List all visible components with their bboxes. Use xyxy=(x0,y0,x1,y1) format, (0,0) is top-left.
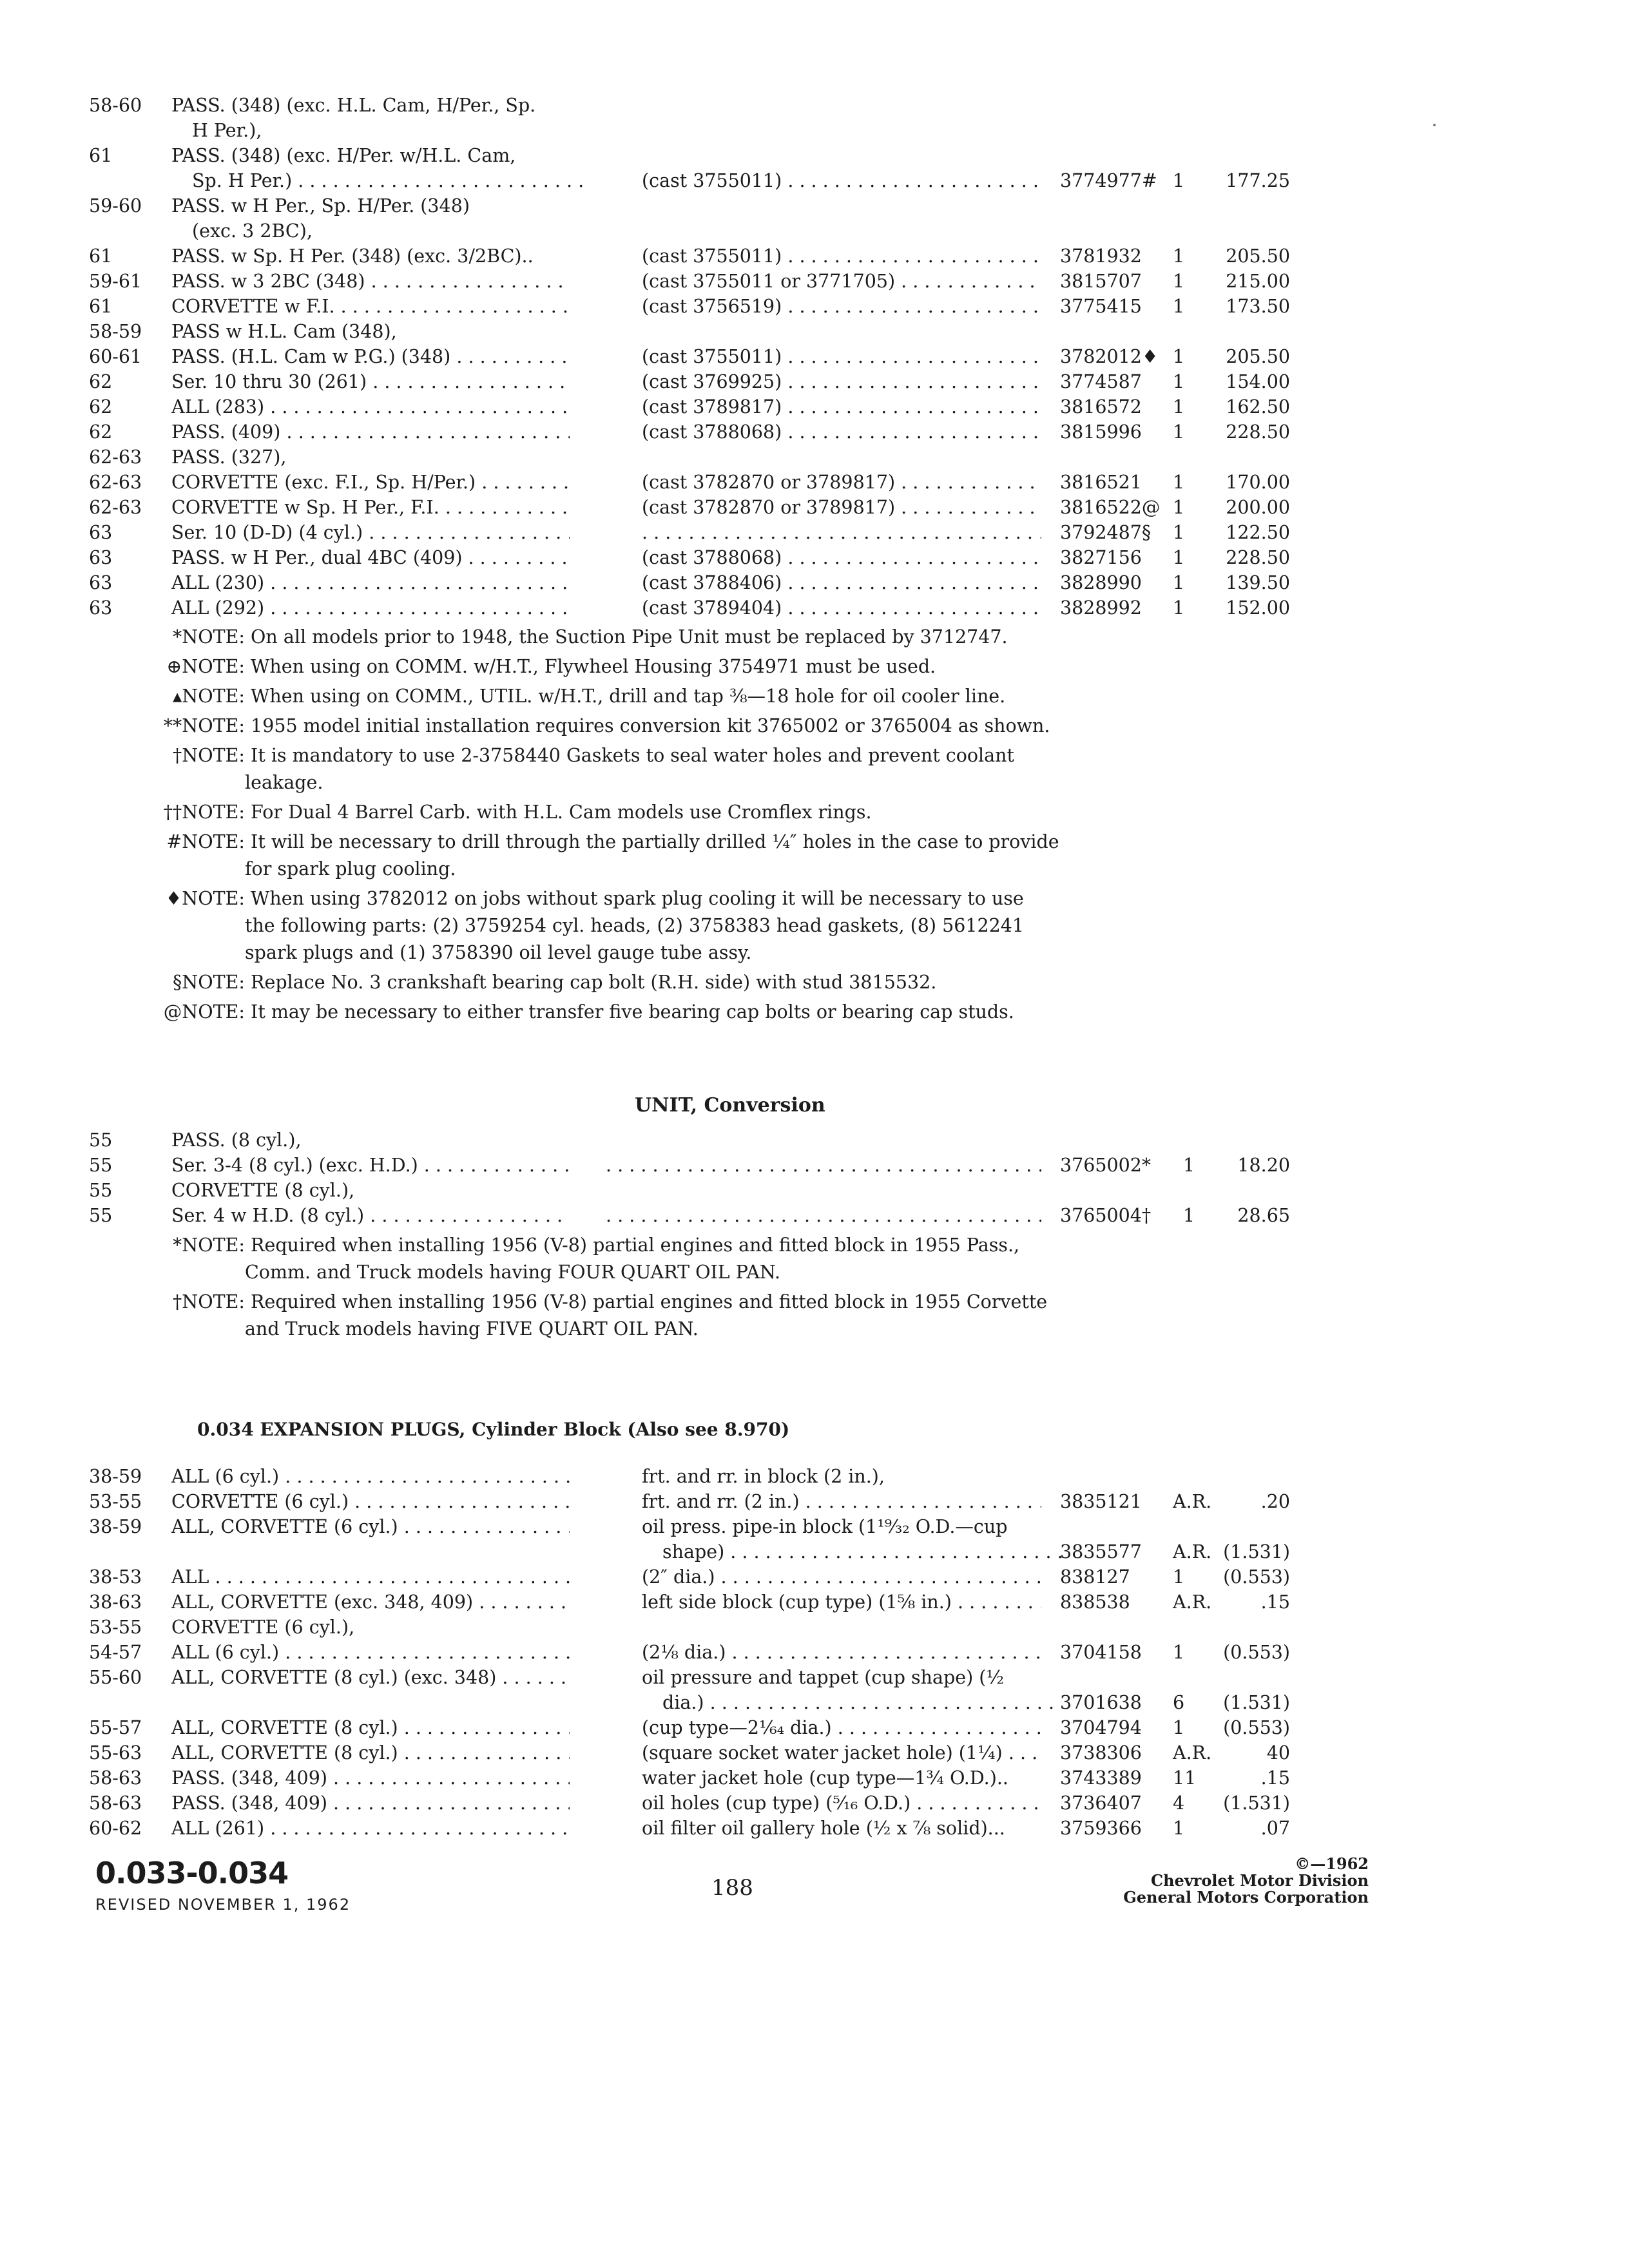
quantity: 1 xyxy=(1173,245,1185,267)
year-range: 59-60 xyxy=(89,195,142,216)
footer-revised-date: REVISED NOVEMBER 1, 1962 xyxy=(95,1896,351,1914)
year-range: 55-63 xyxy=(89,1742,142,1763)
model-description: ALL (283) . . . xyxy=(171,394,570,420)
footer-copyright: ©—1962 xyxy=(1295,1854,1369,1873)
list-price: (0.553) xyxy=(1223,1717,1290,1738)
section-title-expansion-plugs: 0.034 EXPANSION PLUGS, Cylinder Block (Also see 8.970) xyxy=(197,1419,790,1440)
year-range: 38-59 xyxy=(89,1516,142,1537)
quantity: 1 xyxy=(1173,1717,1185,1738)
model-description: CORVETTE (6 cyl.) . . . xyxy=(171,1489,570,1515)
footnote-symbol: §NOTE: xyxy=(173,972,245,993)
list-price: (1.531) xyxy=(1223,1692,1290,1713)
table-row xyxy=(0,419,1629,445)
quantity: A.R. xyxy=(1173,1491,1212,1512)
year-range: 55 xyxy=(89,1180,113,1201)
casting-description: shape) . . . xyxy=(642,1539,1062,1565)
table-row xyxy=(0,520,1629,546)
model-description: PASS. (348) (exc. H.L. Cam, H/Per., Sp. xyxy=(171,95,536,116)
model-description: ALL (261) . . . xyxy=(171,1816,570,1841)
table-row xyxy=(0,495,1629,521)
table-row xyxy=(0,1740,1629,1766)
footnote-text-continued: and Truck models having FIVE QUART OIL PAN. xyxy=(245,1318,699,1340)
table-row xyxy=(0,1690,1629,1716)
quantity: A.R. xyxy=(1173,1541,1212,1562)
list-price: .20 xyxy=(1260,1491,1290,1512)
model-description: PASS. w H Per., Sp. H/Per. (348) xyxy=(171,195,470,216)
list-price: (1.531) xyxy=(1223,1541,1290,1562)
quantity: 1 xyxy=(1173,497,1185,518)
part-number: 3774977# xyxy=(1060,170,1157,191)
quantity: 1 xyxy=(1173,1818,1185,1839)
model-description: Ser. 10 (D-D) (4 cyl.) . . . xyxy=(171,520,570,546)
model-description: PASS. w H Per., dual 4BC (409) . . . xyxy=(171,545,570,571)
footnote xyxy=(161,799,1063,826)
table-row xyxy=(0,93,1629,119)
table-row xyxy=(0,1665,1629,1691)
part-number: 3827156 xyxy=(1060,547,1142,568)
model-description: ALL . . . xyxy=(171,1564,570,1590)
year-range: 62-63 xyxy=(89,472,142,493)
list-price: 200.00 xyxy=(1226,497,1290,518)
casting-description: oil press. pipe-in block (1¹⁹⁄₃₂ O.D.—cup xyxy=(642,1516,1008,1537)
quantity: 1 xyxy=(1173,472,1185,493)
model-description: ALL, CORVETTE (exc. 348, 409) . . . xyxy=(171,1590,570,1615)
part-number: 3736407 xyxy=(1060,1792,1142,1814)
model-description: PASS. (8 cyl.), xyxy=(171,1129,302,1151)
model-description: Sp. H Per.) . . . xyxy=(171,168,590,194)
quantity: A.R. xyxy=(1173,1742,1212,1763)
casting-description: (cast 3789404) . . . xyxy=(642,595,1041,621)
footnote-symbol: *NOTE: xyxy=(173,626,245,648)
casting-description: left side block (cup type) (1⅝ in.) . . . xyxy=(642,1590,1041,1615)
part-number: 3835577 xyxy=(1060,1541,1142,1562)
quantity: 1 xyxy=(1173,1642,1185,1663)
year-range: 60-62 xyxy=(89,1818,142,1839)
list-price: 205.50 xyxy=(1226,346,1290,367)
table-row xyxy=(0,218,1629,244)
part-number: 3743389 xyxy=(1060,1767,1142,1789)
footnote-symbol: ♦NOTE: xyxy=(165,888,245,909)
casting-description: (square socket water jacket hole) (1¼) . . . xyxy=(642,1740,1041,1766)
part-number: 3828990 xyxy=(1060,572,1142,593)
quantity: 11 xyxy=(1173,1767,1197,1789)
part-number: 3701638 xyxy=(1060,1692,1142,1713)
footnote xyxy=(161,999,1063,1026)
table-row xyxy=(0,193,1629,219)
footnote xyxy=(161,742,1063,796)
footnote-symbol: ▴NOTE: xyxy=(172,686,245,707)
year-range: 55 xyxy=(89,1155,113,1176)
footnote xyxy=(161,683,1063,710)
table-row xyxy=(0,445,1629,470)
casting-description: oil filter oil gallery hole (½ x ⅞ solid)... xyxy=(642,1818,1005,1839)
year-range: 62 xyxy=(89,371,113,392)
casting-description: (cast 3788068) . . . xyxy=(642,419,1041,445)
list-price: 152.00 xyxy=(1226,597,1290,619)
list-price: (0.553) xyxy=(1223,1566,1290,1588)
table-row xyxy=(0,369,1629,395)
model-description: H Per.), xyxy=(192,120,262,141)
table-row xyxy=(0,1765,1629,1791)
quantity: 1 xyxy=(1173,522,1185,543)
casting-description: water jacket hole (cup type—1¾ O.D.).. xyxy=(642,1767,1008,1789)
list-price: 170.00 xyxy=(1226,472,1290,493)
list-price: (0.553) xyxy=(1223,1642,1290,1663)
list-price: (1.531) xyxy=(1223,1792,1290,1814)
table-row xyxy=(0,269,1629,294)
part-number: 3815707 xyxy=(1060,271,1142,292)
casting-description: (cast 3782870 or 3789817) . . . xyxy=(642,495,1041,521)
footnote xyxy=(161,1289,1063,1343)
year-range: 63 xyxy=(89,597,113,619)
table-row xyxy=(0,1203,1629,1229)
table-row xyxy=(0,1128,1629,1153)
footnote xyxy=(161,653,1063,680)
footnote-symbol: @NOTE: xyxy=(163,1001,245,1023)
footnote-text: Required when installing 1956 (V-8) partial engines and fitted block in 1955 Corvette xyxy=(245,1291,1048,1312)
model-description: PASS. (H.L. Cam w P.G.) (348) . . . xyxy=(171,344,570,370)
casting-description: (cast 3788406) . . . xyxy=(642,570,1041,596)
list-price: 177.25 xyxy=(1226,170,1290,191)
model-description: PASS. (348, 409) . . . xyxy=(171,1765,570,1791)
quantity: 1 xyxy=(1173,572,1185,593)
casting-description: (cast 3756519) . . . xyxy=(642,294,1041,320)
part-number: 3775415 xyxy=(1060,296,1142,317)
model-description: ALL, CORVETTE (6 cyl.) . . . xyxy=(171,1514,570,1540)
leader-dots xyxy=(606,1153,1041,1178)
model-description: ALL, CORVETTE (8 cyl.) . . . xyxy=(171,1715,570,1741)
year-range: 54-57 xyxy=(89,1642,142,1663)
footnote-text: When using on COMM. w/H.T., Flywheel Housing 3754971 must be used. xyxy=(245,656,936,677)
table-row xyxy=(0,1564,1629,1590)
footnote xyxy=(161,713,1063,740)
model-description: ALL, CORVETTE (8 cyl.) . . . xyxy=(171,1740,570,1766)
model-description: PASS w H.L. Cam (348), xyxy=(171,321,397,342)
model-description: PASS. w 3 2BC (348) . . . xyxy=(171,269,570,294)
year-range: 55 xyxy=(89,1129,113,1151)
footnote xyxy=(161,969,1063,996)
quantity: A.R. xyxy=(1173,1591,1212,1613)
table-row xyxy=(0,143,1629,169)
list-price: 162.50 xyxy=(1226,396,1290,418)
list-price: 18.20 xyxy=(1237,1155,1290,1176)
footnote-text: For Dual 4 Barrel Carb. with H.L. Cam models use Cromflex rings. xyxy=(245,802,872,823)
year-range: 55-60 xyxy=(89,1667,142,1688)
year-range: 58-59 xyxy=(89,321,142,342)
quantity: 1 xyxy=(1173,421,1185,443)
list-price: 122.50 xyxy=(1226,522,1290,543)
model-description: (exc. 3 2BC), xyxy=(192,220,313,242)
quantity: 6 xyxy=(1173,1692,1185,1713)
list-price: 40 xyxy=(1266,1742,1290,1763)
quantity: 1 xyxy=(1173,170,1185,191)
table-row xyxy=(0,344,1629,370)
footer-company-1: Chevrolet Motor Division xyxy=(1151,1871,1369,1890)
casting-description: (cast 3769925) . . . xyxy=(642,369,1041,395)
model-description: CORVETTE (6 cyl.), xyxy=(171,1617,355,1638)
table-row xyxy=(0,595,1629,621)
footer-page-number: 188 xyxy=(711,1875,753,1901)
list-price: 139.50 xyxy=(1226,572,1290,593)
table-row xyxy=(0,1153,1629,1178)
year-range: 55 xyxy=(89,1205,113,1226)
table-row xyxy=(0,394,1629,420)
casting-description: frt. and rr. (2 in.) . . . xyxy=(642,1489,1041,1515)
footnote-symbol: ⊕NOTE: xyxy=(166,656,245,677)
footnote-text: 1955 model initial installation requires conversion kit 3765002 or 3765004 as shown. xyxy=(245,715,1050,736)
part-number: 3782012♦ xyxy=(1060,346,1159,367)
year-range: 63 xyxy=(89,547,113,568)
casting-description: (cast 3755011) . . . xyxy=(642,344,1041,370)
footnote-text: On all models prior to 1948, the Suction Pipe Unit must be replaced by 3712747. xyxy=(245,626,1008,648)
footnote-symbol: **NOTE: xyxy=(163,715,245,736)
part-number: 3738306 xyxy=(1060,1742,1142,1763)
year-range: 58-63 xyxy=(89,1767,142,1789)
quantity: 1 xyxy=(1173,296,1185,317)
list-price: 154.00 xyxy=(1226,371,1290,392)
model-description: CORVETTE w Sp. H Per., F.I. . . . xyxy=(171,495,570,521)
table-row xyxy=(0,244,1629,269)
year-range: 61 xyxy=(89,245,113,267)
list-price: 215.00 xyxy=(1226,271,1290,292)
table-row xyxy=(0,118,1629,144)
part-number: 3815996 xyxy=(1060,421,1142,443)
part-number: 3835121 xyxy=(1060,1491,1142,1512)
model-description: ALL (230) . . . xyxy=(171,570,570,596)
year-range: 62 xyxy=(89,396,113,418)
footnote-text-continued: leakage. xyxy=(245,772,323,793)
year-range: 62-63 xyxy=(89,447,142,468)
footnote xyxy=(161,624,1063,651)
part-number: 3816521 xyxy=(1060,472,1142,493)
footnote xyxy=(161,829,1063,883)
model-description: Ser. 10 thru 30 (261) . . . xyxy=(171,369,570,395)
footnote-symbol: ††NOTE: xyxy=(163,802,245,823)
casting-description: (cast 3789817) . . . xyxy=(642,394,1041,420)
table-row xyxy=(0,1464,1629,1490)
footnote-text: Replace No. 3 crankshaft bearing cap bolt (R.H. side) with stud 3815532. xyxy=(245,972,937,993)
footnote-text: It will be necessary to drill through the partially drilled ¼″ holes in the case to provide xyxy=(245,831,1059,852)
model-description: CORVETTE (exc. F.I., Sp. H/Per.) . . . xyxy=(171,470,570,495)
year-range: 38-53 xyxy=(89,1566,142,1588)
part-number: 3774587 xyxy=(1060,371,1142,392)
casting-description: (2⅛ dia.) . . . xyxy=(642,1640,1041,1666)
year-range: 53-55 xyxy=(89,1491,142,1512)
casting-description: (cast 3755011 or 3771705) . . . xyxy=(642,269,1041,294)
footnote xyxy=(161,1232,1063,1286)
year-range: 59-61 xyxy=(89,271,142,292)
part-number: 3759366 xyxy=(1060,1818,1142,1839)
model-description: PASS. (327), xyxy=(171,447,287,468)
quantity: 1 xyxy=(1183,1205,1195,1226)
year-range: 58-63 xyxy=(89,1792,142,1814)
list-price: .15 xyxy=(1260,1767,1290,1789)
footnote-text: When using 3782012 on jobs without spark plug cooling it will be necessary to use xyxy=(245,888,1024,909)
year-range: 60-61 xyxy=(89,346,142,367)
list-price: 205.50 xyxy=(1226,245,1290,267)
year-range: 38-59 xyxy=(89,1466,142,1487)
quantity: 4 xyxy=(1173,1792,1185,1814)
casting-description: (cup type—2¹⁄₆₄ dia.) . . . xyxy=(642,1715,1041,1741)
model-description: ALL (6 cyl.) . . . xyxy=(171,1464,570,1490)
quantity: 1 xyxy=(1173,346,1185,367)
part-number: 3765004† xyxy=(1060,1205,1152,1226)
footnote-text: It is mandatory to use 2-3758440 Gaskets to seal water holes and prevent coolant xyxy=(245,745,1014,766)
table-row xyxy=(0,1615,1629,1640)
part-number: 838538 xyxy=(1060,1591,1130,1613)
footnote-text-continued: the following parts: (2) 3759254 cyl. heads, (2) 3758383 head gaskets, (8) 5612241 xyxy=(245,915,1024,936)
section-title-unit-conversion: UNIT, Conversion xyxy=(635,1094,825,1117)
quantity: 1 xyxy=(1173,396,1185,418)
table-row xyxy=(0,1816,1629,1841)
table-row xyxy=(0,1489,1629,1515)
year-range: 58-60 xyxy=(89,95,142,116)
year-range: 63 xyxy=(89,522,113,543)
table-row xyxy=(0,1539,1629,1565)
model-description: PASS. (409) . . . xyxy=(171,419,570,445)
part-number: 3816572 xyxy=(1060,396,1142,418)
leader-dots xyxy=(606,1203,1041,1229)
part-number: 3765002* xyxy=(1060,1155,1152,1176)
part-number: 3828992 xyxy=(1060,597,1142,619)
footer-company-2: General Motors Corporation xyxy=(1123,1888,1369,1907)
footnote-text-continued: Comm. and Truck models having FOUR QUART OIL PAN. xyxy=(245,1262,781,1283)
footnote-text: Required when installing 1956 (V-8) partial engines and fitted block in 1955 Pass., xyxy=(245,1235,1020,1256)
part-number: 3704794 xyxy=(1060,1717,1142,1738)
footnote-symbol: #NOTE: xyxy=(166,831,245,852)
table-row xyxy=(0,545,1629,571)
casting-description: frt. and rr. in block (2 in.), xyxy=(642,1466,885,1487)
footnote-symbol: †NOTE: xyxy=(173,745,245,766)
quantity: 1 xyxy=(1173,371,1185,392)
casting-description: (2″ dia.) . . . xyxy=(642,1564,1041,1590)
model-description: CORVETTE w F.I. . . . xyxy=(171,294,570,320)
year-range: 55-57 xyxy=(89,1717,142,1738)
casting-description: (cast 3755011) . . . xyxy=(642,244,1041,269)
casting-description: dia.) . . . xyxy=(642,1690,1062,1716)
list-price: 173.50 xyxy=(1226,296,1290,317)
model-description: ALL (6 cyl.) . . . xyxy=(171,1640,570,1666)
model-description: Ser. 4 w H.D. (8 cyl.) . . . xyxy=(171,1203,570,1229)
year-range: 62-63 xyxy=(89,497,142,518)
year-range: 53-55 xyxy=(89,1617,142,1638)
model-description: ALL, CORVETTE (8 cyl.) (exc. 348) . . . xyxy=(171,1665,570,1691)
list-price: 228.50 xyxy=(1226,547,1290,568)
year-range: 62 xyxy=(89,421,113,443)
part-number: 3781932 xyxy=(1060,245,1142,267)
model-description: PASS. (348) (exc. H/Per. w/H.L. Cam, xyxy=(171,145,516,166)
casting-description: oil pressure and tappet (cup shape) (½ xyxy=(642,1667,1005,1688)
casting-description: oil holes (cup type) (⁵⁄₁₆ O.D.) . . . xyxy=(642,1791,1041,1816)
model-description: Ser. 3-4 (8 cyl.) (exc. H.D.) . . . xyxy=(171,1153,570,1178)
footer-publisher xyxy=(1123,1856,1369,1906)
model-description: PASS. w Sp. H Per. (348) (exc. 3/2BC).. xyxy=(171,245,534,267)
footnote-symbol: †NOTE: xyxy=(173,1291,245,1312)
table-row xyxy=(0,570,1629,596)
model-description: ALL (292) . . . xyxy=(171,595,570,621)
part-number: 3792487§ xyxy=(1060,522,1152,543)
list-price: .07 xyxy=(1260,1818,1290,1839)
casting-description xyxy=(642,520,1041,546)
model-description: CORVETTE (8 cyl.), xyxy=(171,1180,355,1201)
table-row xyxy=(0,1178,1629,1204)
part-number: 3704158 xyxy=(1060,1642,1142,1663)
footnote xyxy=(161,885,1063,966)
list-price: 28.65 xyxy=(1237,1205,1290,1226)
casting-description: (cast 3788068) . . . xyxy=(642,545,1041,571)
footnote-text: It may be necessary to either transfer five bearing cap bolts or bearing cap studs. xyxy=(245,1001,1014,1023)
table-row xyxy=(0,1715,1629,1741)
table-row xyxy=(0,470,1629,495)
quantity: 1 xyxy=(1173,547,1185,568)
quantity: 1 xyxy=(1183,1155,1195,1176)
quantity: 1 xyxy=(1173,1566,1185,1588)
table-row xyxy=(0,1640,1629,1666)
year-range: 38-63 xyxy=(89,1591,142,1613)
footer-section-code: 0.033-0.034 xyxy=(95,1856,289,1890)
table-row xyxy=(0,1514,1629,1540)
part-number: 3816522@ xyxy=(1060,497,1161,518)
footnote-text-continued: spark plugs and (1) 3758390 oil level gauge tube assy. xyxy=(245,942,752,963)
list-price: .15 xyxy=(1260,1591,1290,1613)
year-range: 61 xyxy=(89,145,113,166)
casting-description: (cast 3782870 or 3789817) . . . xyxy=(642,470,1041,495)
casting-description: (cast 3755011) . . . xyxy=(642,168,1041,194)
table-row xyxy=(0,1791,1629,1816)
year-range: 63 xyxy=(89,572,113,593)
footnote-text: When using on COMM., UTIL. w/H.T., drill and tap ⅜—18 hole for oil cooler line. xyxy=(245,686,1006,707)
list-price: 228.50 xyxy=(1226,421,1290,443)
quantity: 1 xyxy=(1173,597,1185,619)
footnote-text-continued: for spark plug cooling. xyxy=(245,858,456,879)
year-range: 61 xyxy=(89,296,113,317)
model-description: PASS. (348, 409) . . . xyxy=(171,1791,570,1816)
table-row xyxy=(0,319,1629,345)
table-row xyxy=(0,294,1629,320)
part-number: 838127 xyxy=(1060,1566,1130,1588)
table-row xyxy=(0,1590,1629,1615)
quantity: 1 xyxy=(1173,271,1185,292)
footnote-symbol: *NOTE: xyxy=(173,1235,245,1256)
table-row xyxy=(0,168,1629,194)
